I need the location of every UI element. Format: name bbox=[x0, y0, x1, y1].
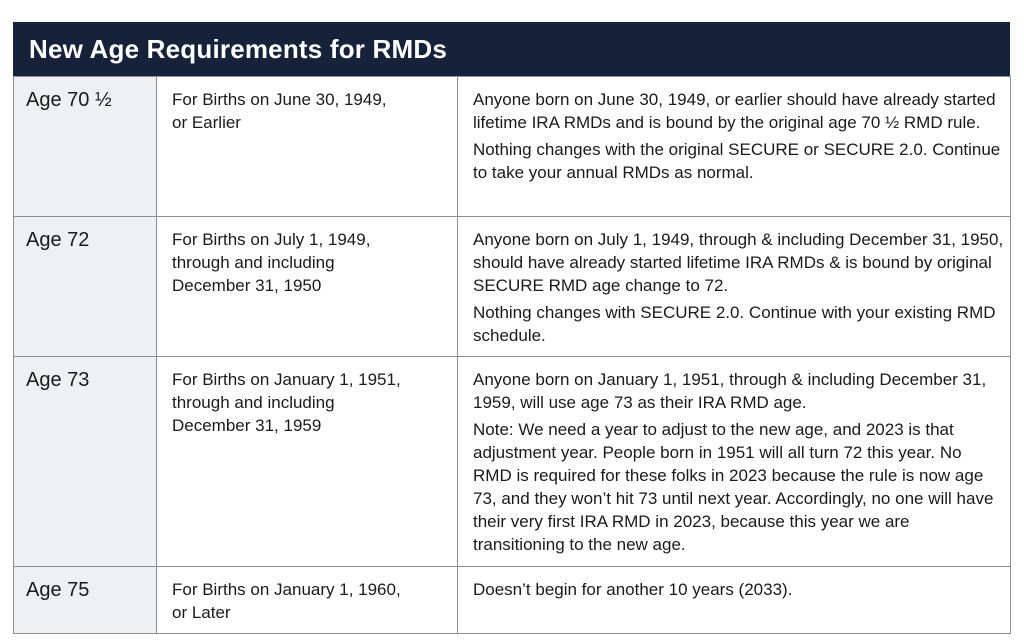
births-cell bbox=[157, 567, 458, 634]
description-paragraph: Doesn’t begin for another 10 years (2033). bbox=[473, 580, 793, 599]
description-paragraph: Anyone born on June 30, 1949, or earlier should have already started lifetime IRA RMDs and is bound by the original age 70 ½ RMD rule. bbox=[473, 90, 996, 132]
age-cell: Age 73 bbox=[14, 357, 157, 567]
description-paragraph: Note: We need a year to adjust to the new age, and 2023 is that adjustment year. People born in 1951 will all turn 72 this year. No RMD is required for these folks in 2023 because the rule is now age 73, and they won’t hit 73 until next year. Accordingly, no one will have their very first IRA RMD in 2023, because this year we are transitioning to the new age. bbox=[473, 420, 994, 554]
description-cell bbox=[458, 77, 1011, 217]
age-cell: Age 70 ½ bbox=[14, 77, 157, 217]
births-cell bbox=[157, 357, 458, 567]
births-cell bbox=[157, 77, 458, 217]
births-line: or Later bbox=[172, 603, 231, 622]
births-cell bbox=[157, 217, 458, 357]
description-cell bbox=[458, 357, 1011, 567]
births-line: December 31, 1959 bbox=[172, 416, 322, 435]
births-line: December 31, 1950 bbox=[172, 276, 322, 295]
births-line: For Births on June 30, 1949, bbox=[172, 90, 387, 109]
births-line: For Births on January 1, 1951, bbox=[172, 370, 401, 389]
description-paragraph: Anyone born on July 1, 1949, through & including December 31, 1950, should have already started lifetime IRA RMDs & is bound by original SECURE RMD age change to 72. bbox=[473, 230, 1004, 295]
table-row bbox=[14, 567, 1011, 634]
age-cell: Age 72 bbox=[14, 217, 157, 357]
rmd-table bbox=[13, 76, 1011, 634]
rmd-table-card bbox=[13, 22, 1010, 634]
table-row bbox=[14, 77, 1011, 217]
table-row bbox=[14, 357, 1011, 567]
births-line: or Earlier bbox=[172, 113, 241, 132]
description-paragraph: Nothing changes with the original SECURE or SECURE 2.0. Continue to take your annual RMDs as normal. bbox=[473, 140, 1001, 182]
table-title: New Age Requirements for RMDs bbox=[13, 22, 1010, 76]
table-row bbox=[14, 217, 1011, 357]
births-line: For Births on July 1, 1949, bbox=[172, 230, 371, 249]
description-paragraph: Nothing changes with SECURE 2.0. Continue with your existing RMD schedule. bbox=[473, 303, 996, 345]
births-line: For Births on January 1, 1960, bbox=[172, 580, 401, 599]
births-line: through and including bbox=[172, 253, 335, 272]
description-paragraph: Anyone born on January 1, 1951, through & including December 31, 1959, will use age 73 as their IRA RMD age. bbox=[473, 370, 987, 412]
age-cell: Age 75 bbox=[14, 567, 157, 634]
description-cell bbox=[458, 217, 1011, 357]
description-cell bbox=[458, 567, 1011, 634]
births-line: through and including bbox=[172, 393, 335, 412]
